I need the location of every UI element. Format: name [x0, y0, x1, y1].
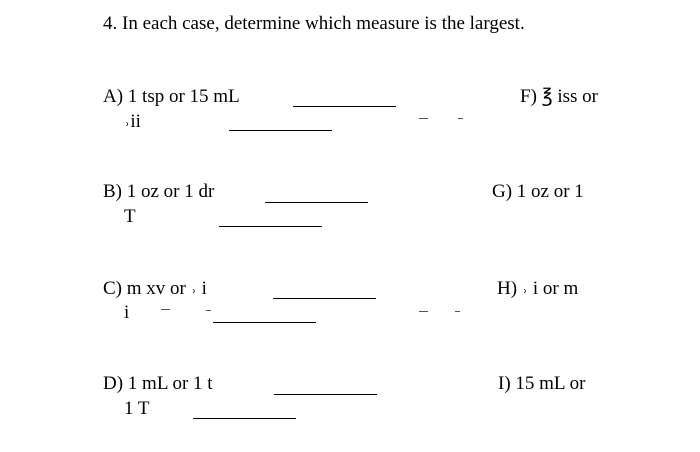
item-d-subtext: 1 T: [124, 398, 150, 419]
item-g-text: G) 1 oz or 1: [492, 181, 584, 202]
item-d-text: D) 1 mL or 1 t: [103, 373, 213, 394]
item-b-answer-blank[interactable]: [265, 202, 368, 203]
item-a-subtext: ˒ii: [124, 111, 141, 132]
item-f-text: F) ℥ iss or: [520, 86, 599, 107]
dash-mark: [419, 118, 428, 119]
dash-mark: [161, 309, 170, 310]
item-c-answer-blank-2[interactable]: [213, 322, 316, 323]
dash-mark: [419, 311, 428, 312]
item-b-answer-blank-2[interactable]: [219, 226, 322, 227]
item-c-answer-blank[interactable]: [273, 298, 376, 299]
dash-mark: [455, 311, 460, 312]
item-a-answer-blank[interactable]: [293, 106, 396, 107]
item-d-answer-blank-2[interactable]: [193, 418, 296, 419]
item-b-text: B) 1 oz or 1 dr: [103, 181, 215, 202]
item-h-text: H) ˒ i or m: [497, 278, 579, 299]
item-b-subtext: T: [124, 206, 136, 227]
item-d-answer-blank[interactable]: [274, 394, 377, 395]
item-a-text: A) 1 tsp or 15 mL: [103, 86, 240, 107]
dash-mark: [458, 118, 463, 119]
question-title: 4. In each case, determine which measure is the largest.: [103, 13, 525, 34]
dash-mark: [206, 310, 211, 311]
item-a-answer-blank-2[interactable]: [229, 130, 332, 131]
item-c-subtext: i: [124, 302, 130, 323]
item-c-text: C) m xv or ˒ i: [103, 278, 207, 299]
item-i-text: I) 15 mL or: [498, 373, 586, 394]
